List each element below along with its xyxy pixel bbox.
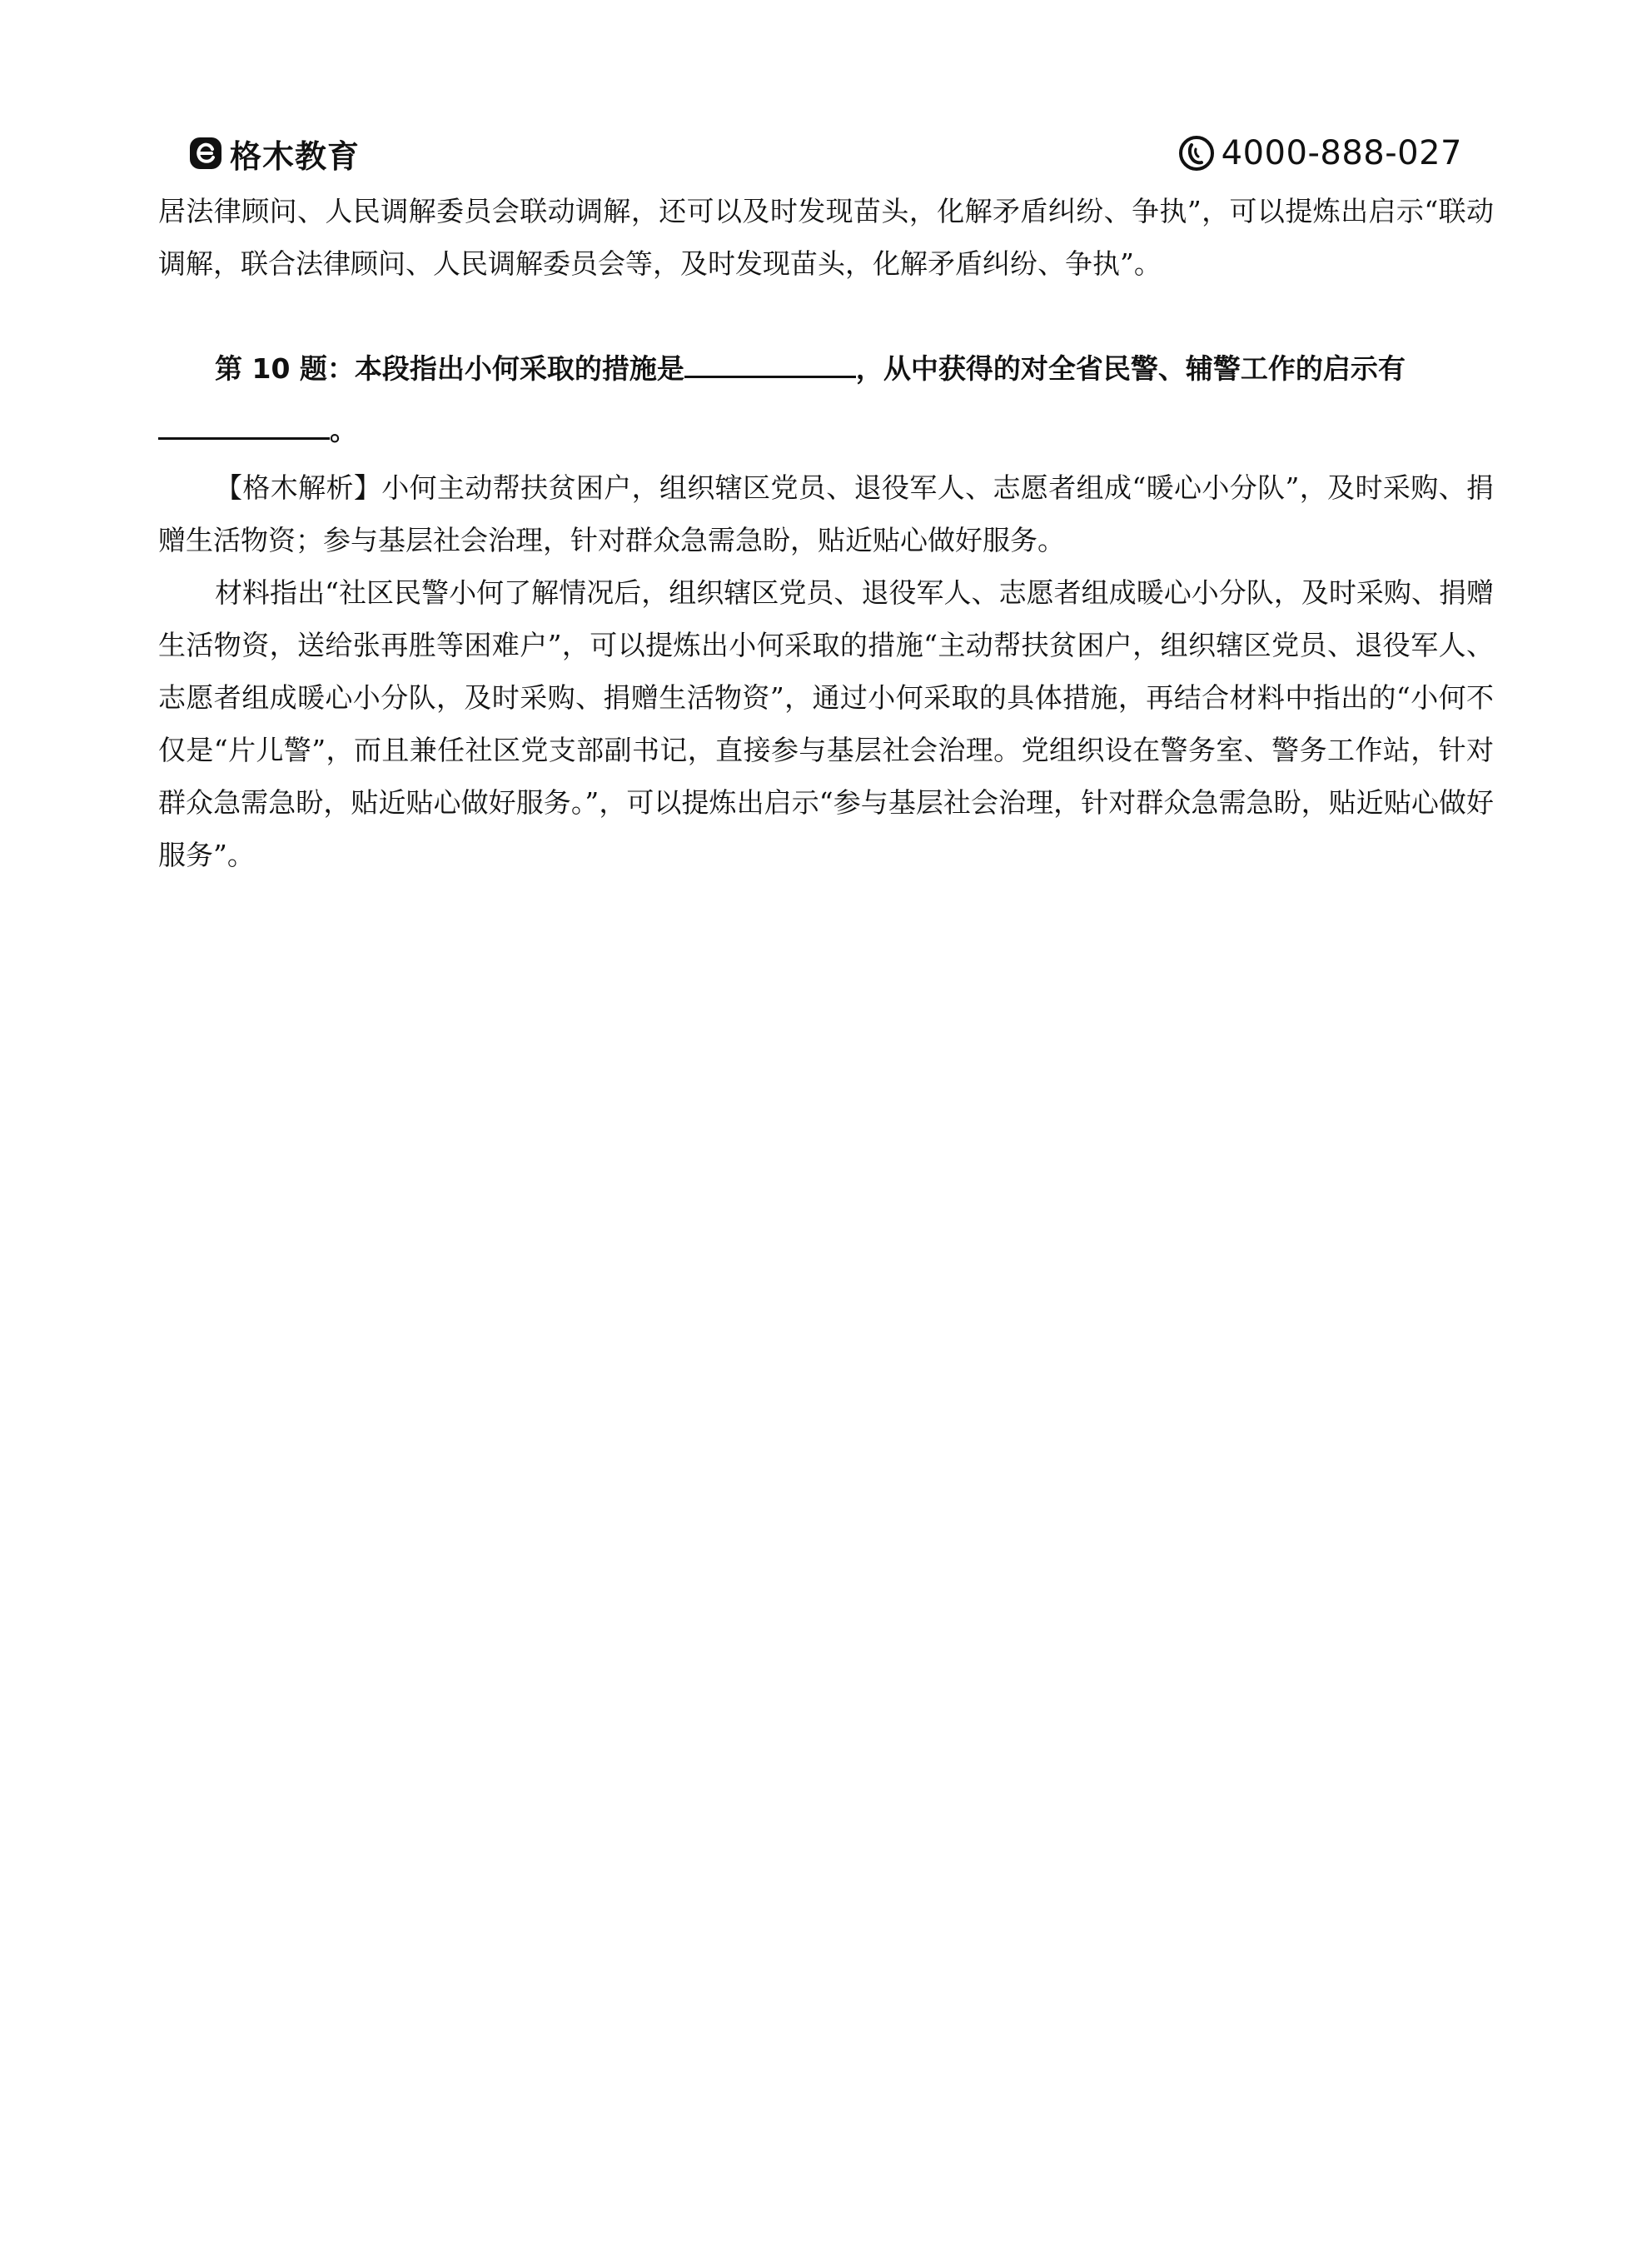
material-paragraph: 材料指出“社区民警小何了解情况后，组织辖区党员、退役军人、志愿者组成暖心小分队，及时采购、捐赠生活物资，送给张再胜等困难户”，可以提炼出小何采取的措施“主动帮扶贫困户，组织辖区党员、退役军人、志愿者组成暖心小分队，及时采购、捐赠生活物资”，通过小何采取的具体措施，再结合材料中指出的“小何不仅是“片儿警”，而且兼任社区党支部副书记，直接参与基层社会治理。党组织设在警务室、警务工作站，针对群众急需急盼，贴近贴心做好服务。”，可以提炼出启示“参与基层社会治理，针对群众急需急盼，贴近贴心做好服务”。 [158, 576, 1494, 871]
hotline [1178, 130, 1462, 177]
brand-logo [188, 132, 360, 175]
answer-blank-1 [684, 342, 856, 378]
question-text-part2: ，从中获得的对全省民警、辅警工作的启示有 [855, 352, 1406, 385]
phone-number: 4000-888-027 [1221, 134, 1462, 172]
gemu-logo-icon [188, 136, 223, 171]
page-header [0, 0, 1652, 192]
logo-text: 格木教育 [230, 137, 361, 175]
phone-icon [1178, 135, 1215, 172]
answer-blank-2 [158, 404, 330, 440]
continued-paragraph: 居法律顾问、人民调解委员会联动调解，还可以及时发现苗头，化解矛盾纠纷、争执”，可以提炼出启示“联动调解，联合法律顾问、人民调解委员会等，及时发现苗头，化解矛盾纠纷、争执”。 [158, 195, 1494, 280]
question-text-part3: 。 [330, 414, 357, 446]
analysis-paragraph: 【格木解析】小何主动帮扶贫困户，组织辖区党员、退役军人、志愿者组成“暖心小分队”，及时采购、捐赠生活物资；参与基层社会治理，针对群众急需急盼，贴近贴心做好服务。 [158, 471, 1494, 556]
question-10 [158, 338, 1494, 461]
document-body [158, 185, 1494, 881]
question-text-part1: 第 10 题：本段指出小何采取的措施是 [215, 352, 684, 385]
paragraph-gap [158, 290, 1494, 338]
